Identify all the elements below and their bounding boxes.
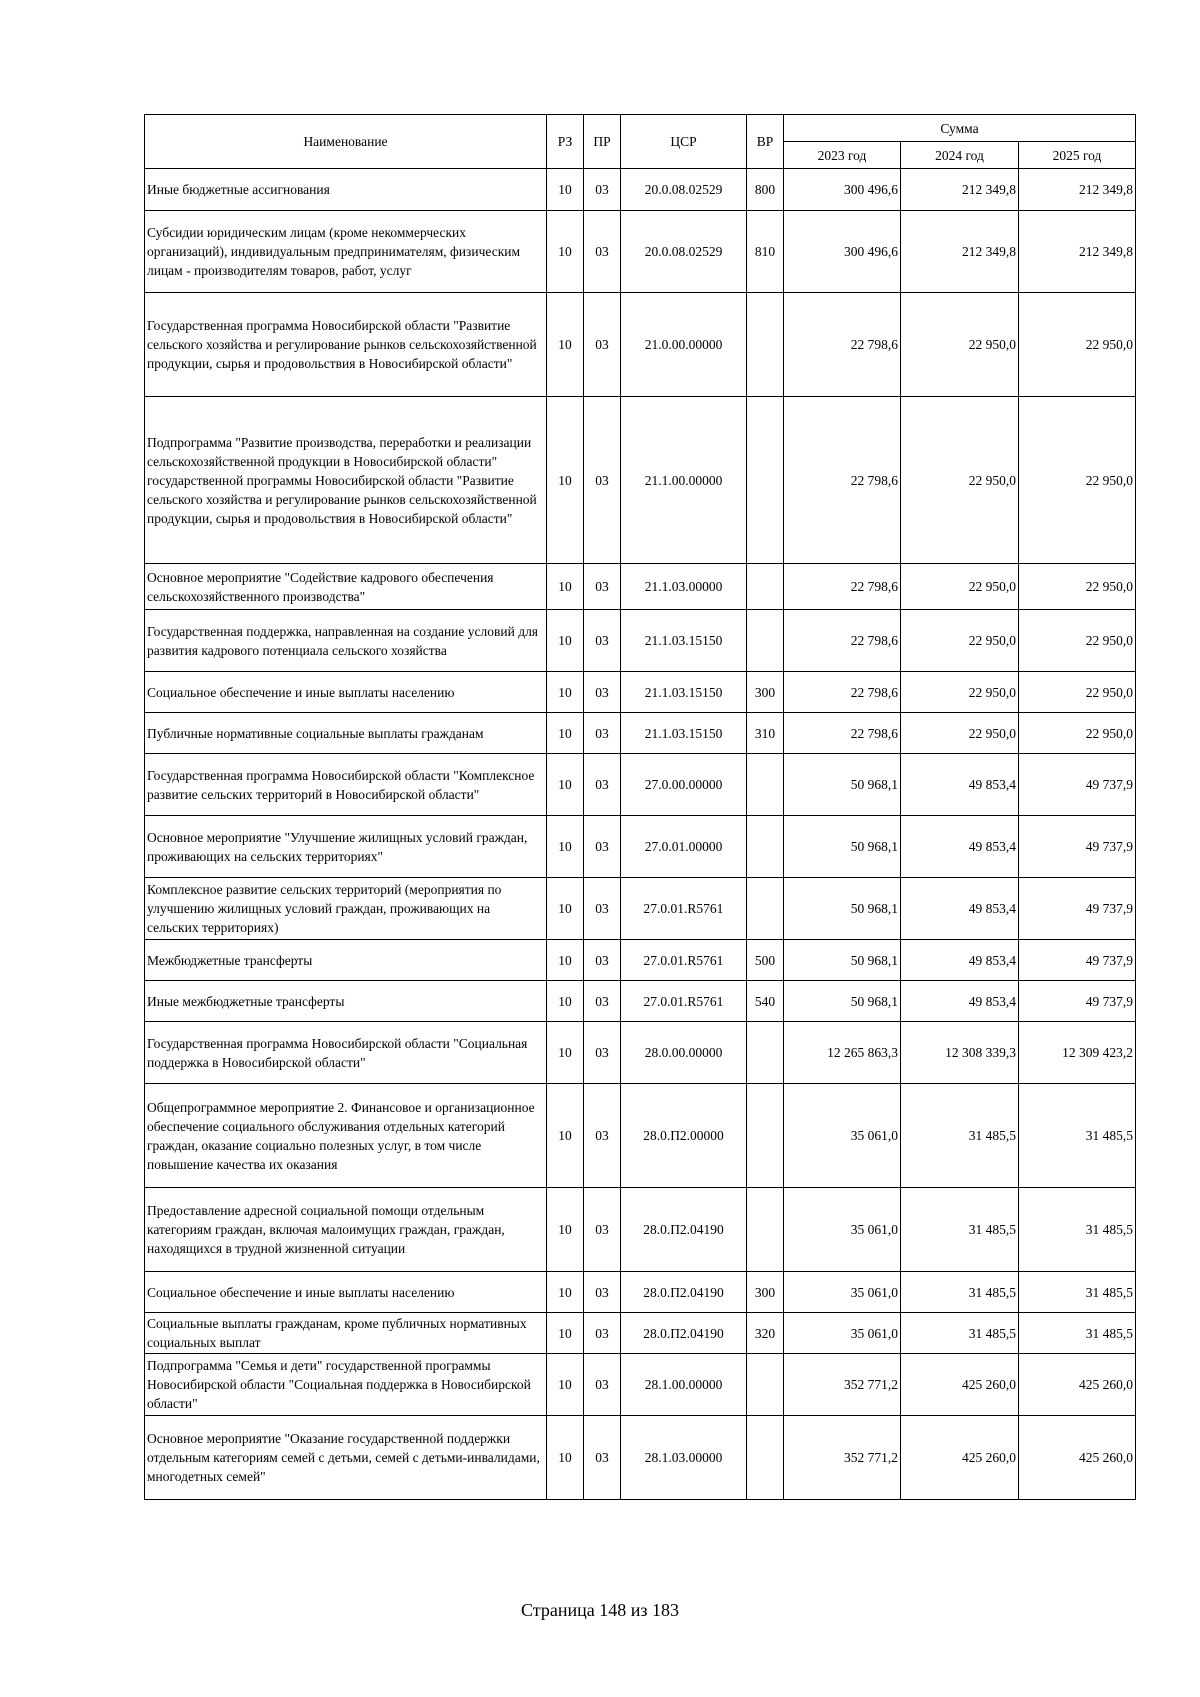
row-rz: 10 [547, 878, 584, 940]
table-row [145, 816, 1136, 878]
row-pr: 03 [584, 1416, 621, 1500]
row-amount-2024: 22 950,0 [901, 672, 1019, 713]
row-pr: 03 [584, 1188, 621, 1272]
row-amount-2024: 22 950,0 [901, 610, 1019, 672]
row-name: Иные межбюджетные трансферты [145, 981, 547, 1022]
row-amount-2023: 50 968,1 [784, 981, 901, 1022]
row-rz: 10 [547, 211, 584, 293]
row-amount-2023: 352 771,2 [784, 1416, 901, 1500]
table-row [145, 1084, 1136, 1188]
row-amount-2025: 22 950,0 [1019, 713, 1136, 754]
row-pr: 03 [584, 564, 621, 610]
table-row [145, 564, 1136, 610]
row-vr: 540 [747, 981, 784, 1022]
row-amount-2025: 22 950,0 [1019, 397, 1136, 564]
row-amount-2023: 300 496,6 [784, 169, 901, 211]
row-amount-2025: 31 485,5 [1019, 1272, 1136, 1313]
row-amount-2023: 352 771,2 [784, 1354, 901, 1416]
row-pr: 03 [584, 672, 621, 713]
row-name: Государственная поддержка, направленная на создание условий для развития кадрового потенциала сельского хозяйства [145, 610, 547, 672]
row-amount-2023: 50 968,1 [784, 816, 901, 878]
row-name: Комплексное развитие сельских территорий (мероприятия по улучшению жилищных условий граждан, проживающих на сельских территориях) [145, 878, 547, 940]
row-vr [747, 1416, 784, 1500]
row-amount-2024: 212 349,8 [901, 211, 1019, 293]
row-name: Государственная программа Новосибирской области "Развитие сельского хозяйства и регулирование рынков сельскохозяйственной продукции, сырья и продовольствия в Новосибирской области" [145, 293, 547, 397]
row-vr [747, 397, 784, 564]
row-amount-2023: 12 265 863,3 [784, 1022, 901, 1084]
row-vr: 500 [747, 940, 784, 981]
row-csr: 21.1.03.15150 [621, 610, 747, 672]
header-vr: ВР [747, 115, 784, 169]
row-amount-2024: 12 308 339,3 [901, 1022, 1019, 1084]
row-amount-2025: 425 260,0 [1019, 1354, 1136, 1416]
row-csr: 21.1.03.15150 [621, 713, 747, 754]
row-name: Социальное обеспечение и иные выплаты населению [145, 672, 547, 713]
row-csr: 28.1.00.00000 [621, 1354, 747, 1416]
row-rz: 10 [547, 981, 584, 1022]
row-csr: 21.1.03.15150 [621, 672, 747, 713]
row-pr: 03 [584, 1313, 621, 1354]
row-pr: 03 [584, 1272, 621, 1313]
row-amount-2023: 35 061,0 [784, 1313, 901, 1354]
row-amount-2023: 22 798,6 [784, 397, 901, 564]
row-amount-2023: 35 061,0 [784, 1272, 901, 1313]
row-name: Субсидии юридическим лицам (кроме некоммерческих организаций), индивидуальным предпринимателям, физическим лицам - производителям товаров, работ, услуг [145, 211, 547, 293]
row-name: Основное мероприятие "Оказание государственной поддержки отдельным категориям семей с детьми, семей с детьми-инвалидами, многодетных семей" [145, 1416, 547, 1500]
table-row [145, 1188, 1136, 1272]
row-amount-2025: 22 950,0 [1019, 564, 1136, 610]
header-csr: ЦСР [621, 115, 747, 169]
row-amount-2025: 49 737,9 [1019, 754, 1136, 816]
row-name: Иные бюджетные ассигнования [145, 169, 547, 211]
row-name: Межбюджетные трансферты [145, 940, 547, 981]
row-amount-2023: 50 968,1 [784, 754, 901, 816]
row-vr: 300 [747, 1272, 784, 1313]
table-body [145, 169, 1136, 1500]
row-vr: 810 [747, 211, 784, 293]
row-amount-2024: 49 853,4 [901, 940, 1019, 981]
row-rz: 10 [547, 1084, 584, 1188]
row-vr [747, 754, 784, 816]
row-csr: 27.0.00.00000 [621, 754, 747, 816]
row-csr: 21.1.03.00000 [621, 564, 747, 610]
row-csr: 20.0.08.02529 [621, 211, 747, 293]
row-csr: 27.0.01.00000 [621, 816, 747, 878]
row-pr: 03 [584, 1022, 621, 1084]
table-row [145, 1313, 1136, 1354]
row-vr [747, 878, 784, 940]
table-row [145, 940, 1136, 981]
row-amount-2024: 49 853,4 [901, 754, 1019, 816]
row-name: Основное мероприятие "Содействие кадрового обеспечения сельскохозяйственного производства" [145, 564, 547, 610]
table-row [145, 878, 1136, 940]
header-year-2024: 2024 год [901, 142, 1019, 169]
row-csr: 28.0.00.00000 [621, 1022, 747, 1084]
row-csr: 28.0.П2.04190 [621, 1188, 747, 1272]
row-pr: 03 [584, 293, 621, 397]
table-row [145, 610, 1136, 672]
row-amount-2023: 22 798,6 [784, 564, 901, 610]
row-vr [747, 816, 784, 878]
row-vr [747, 610, 784, 672]
row-name: Публичные нормативные социальные выплаты гражданам [145, 713, 547, 754]
table-row [145, 754, 1136, 816]
row-rz: 10 [547, 940, 584, 981]
row-rz: 10 [547, 1272, 584, 1313]
row-amount-2024: 31 485,5 [901, 1188, 1019, 1272]
row-csr: 27.0.01.R5761 [621, 981, 747, 1022]
row-vr: 300 [747, 672, 784, 713]
table-row [145, 1272, 1136, 1313]
row-pr: 03 [584, 1354, 621, 1416]
row-csr: 27.0.01.R5761 [621, 878, 747, 940]
row-pr: 03 [584, 940, 621, 981]
table-row [145, 672, 1136, 713]
row-amount-2025: 22 950,0 [1019, 293, 1136, 397]
row-amount-2025: 22 950,0 [1019, 610, 1136, 672]
row-name: Социальное обеспечение и иные выплаты населению [145, 1272, 547, 1313]
row-amount-2024: 22 950,0 [901, 293, 1019, 397]
row-pr: 03 [584, 981, 621, 1022]
row-amount-2023: 50 968,1 [784, 940, 901, 981]
row-rz: 10 [547, 672, 584, 713]
row-csr: 28.0.П2.00000 [621, 1084, 747, 1188]
row-rz: 10 [547, 1022, 584, 1084]
row-amount-2023: 22 798,6 [784, 293, 901, 397]
row-amount-2023: 22 798,6 [784, 713, 901, 754]
table-row [145, 1022, 1136, 1084]
row-amount-2023: 35 061,0 [784, 1084, 901, 1188]
row-rz: 10 [547, 713, 584, 754]
row-vr [747, 293, 784, 397]
row-amount-2024: 31 485,5 [901, 1084, 1019, 1188]
row-pr: 03 [584, 169, 621, 211]
row-vr: 310 [747, 713, 784, 754]
row-amount-2025: 22 950,0 [1019, 672, 1136, 713]
row-name: Государственная программа Новосибирской области "Комплексное развитие сельских территорий в Новосибирской области" [145, 754, 547, 816]
row-csr: 28.0.П2.04190 [621, 1272, 747, 1313]
row-name: Основное мероприятие "Улучшение жилищных условий граждан, проживающих на сельских территориях" [145, 816, 547, 878]
row-rz: 10 [547, 754, 584, 816]
row-vr [747, 1188, 784, 1272]
row-amount-2024: 212 349,8 [901, 169, 1019, 211]
row-amount-2025: 425 260,0 [1019, 1416, 1136, 1500]
row-amount-2023: 22 798,6 [784, 672, 901, 713]
page-number: Страница 148 из 183 [521, 1600, 679, 1620]
row-pr: 03 [584, 754, 621, 816]
header-rz: РЗ [547, 115, 584, 169]
row-amount-2024: 49 853,4 [901, 981, 1019, 1022]
table-row [145, 981, 1136, 1022]
row-name: Подпрограмма "Семья и дети" государственной программы Новосибирской области "Социальная поддержка в Новосибирской области" [145, 1354, 547, 1416]
row-rz: 10 [547, 169, 584, 211]
row-amount-2025: 212 349,8 [1019, 211, 1136, 293]
row-amount-2024: 49 853,4 [901, 816, 1019, 878]
row-pr: 03 [584, 878, 621, 940]
header-name: Наименование [145, 115, 547, 169]
row-rz: 10 [547, 610, 584, 672]
row-rz: 10 [547, 1354, 584, 1416]
table-row [145, 713, 1136, 754]
row-vr: 320 [747, 1313, 784, 1354]
budget-table [144, 114, 1136, 1500]
row-csr: 28.0.П2.04190 [621, 1313, 747, 1354]
row-rz: 10 [547, 564, 584, 610]
row-vr [747, 1084, 784, 1188]
header-year-2025: 2025 год [1019, 142, 1136, 169]
row-amount-2023: 35 061,0 [784, 1188, 901, 1272]
row-vr [747, 1354, 784, 1416]
row-csr: 21.1.00.00000 [621, 397, 747, 564]
row-csr: 28.1.03.00000 [621, 1416, 747, 1500]
row-amount-2025: 49 737,9 [1019, 981, 1136, 1022]
row-amount-2023: 50 968,1 [784, 878, 901, 940]
row-name: Общепрограммное мероприятие 2. Финансовое и организационное обеспечение социального обслуживания отдельных категорий граждан, оказание социально полезных услуг, в том числе повышение качества их оказания [145, 1084, 547, 1188]
row-rz: 10 [547, 1188, 584, 1272]
row-name: Предоставление адресной социальной помощи отдельным категориям граждан, включая малоимущих граждан, граждан, находящихся в трудной жизненной ситуации [145, 1188, 547, 1272]
row-pr: 03 [584, 397, 621, 564]
row-rz: 10 [547, 397, 584, 564]
row-pr: 03 [584, 713, 621, 754]
table-row [145, 211, 1136, 293]
row-rz: 10 [547, 1416, 584, 1500]
row-amount-2024: 425 260,0 [901, 1416, 1019, 1500]
row-amount-2024: 425 260,0 [901, 1354, 1019, 1416]
row-amount-2023: 22 798,6 [784, 610, 901, 672]
header-pr: ПР [584, 115, 621, 169]
row-amount-2024: 22 950,0 [901, 564, 1019, 610]
row-vr: 800 [747, 169, 784, 211]
row-pr: 03 [584, 610, 621, 672]
header-sum: Сумма [784, 115, 1136, 142]
row-name: Государственная программа Новосибирской области "Социальная поддержка в Новосибирской области" [145, 1022, 547, 1084]
row-amount-2025: 49 737,9 [1019, 816, 1136, 878]
row-name: Подпрограмма "Развитие производства, переработки и реализации сельскохозяйственной продукции в Новосибирской области" государственной программы Новосибирской области "Развитие сельского хозяйства и регулирование рынков сельскохозяйственной продукции, сырья и продовольствия в Новосибирской области" [145, 397, 547, 564]
table-header [145, 115, 1136, 169]
row-amount-2025: 49 737,9 [1019, 878, 1136, 940]
row-amount-2023: 300 496,6 [784, 211, 901, 293]
row-amount-2024: 22 950,0 [901, 397, 1019, 564]
row-vr [747, 564, 784, 610]
row-amount-2024: 31 485,5 [901, 1272, 1019, 1313]
row-amount-2024: 31 485,5 [901, 1313, 1019, 1354]
row-csr: 21.0.00.00000 [621, 293, 747, 397]
row-pr: 03 [584, 816, 621, 878]
row-amount-2024: 22 950,0 [901, 713, 1019, 754]
row-name: Социальные выплаты гражданам, кроме публичных нормативных социальных выплат [145, 1313, 547, 1354]
row-pr: 03 [584, 211, 621, 293]
table-row [145, 1354, 1136, 1416]
row-amount-2025: 31 485,5 [1019, 1084, 1136, 1188]
row-amount-2025: 49 737,9 [1019, 940, 1136, 981]
row-amount-2025: 31 485,5 [1019, 1313, 1136, 1354]
table-row [145, 397, 1136, 564]
row-csr: 20.0.08.02529 [621, 169, 747, 211]
row-rz: 10 [547, 1313, 584, 1354]
table-row [145, 169, 1136, 211]
table-row [145, 1416, 1136, 1500]
row-amount-2025: 31 485,5 [1019, 1188, 1136, 1272]
row-amount-2024: 49 853,4 [901, 878, 1019, 940]
row-pr: 03 [584, 1084, 621, 1188]
row-csr: 27.0.01.R5761 [621, 940, 747, 981]
row-amount-2025: 12 309 423,2 [1019, 1022, 1136, 1084]
table-row [145, 293, 1136, 397]
row-rz: 10 [547, 293, 584, 397]
row-rz: 10 [547, 816, 584, 878]
header-year-2023: 2023 год [784, 142, 901, 169]
row-vr [747, 1022, 784, 1084]
row-amount-2025: 212 349,8 [1019, 169, 1136, 211]
